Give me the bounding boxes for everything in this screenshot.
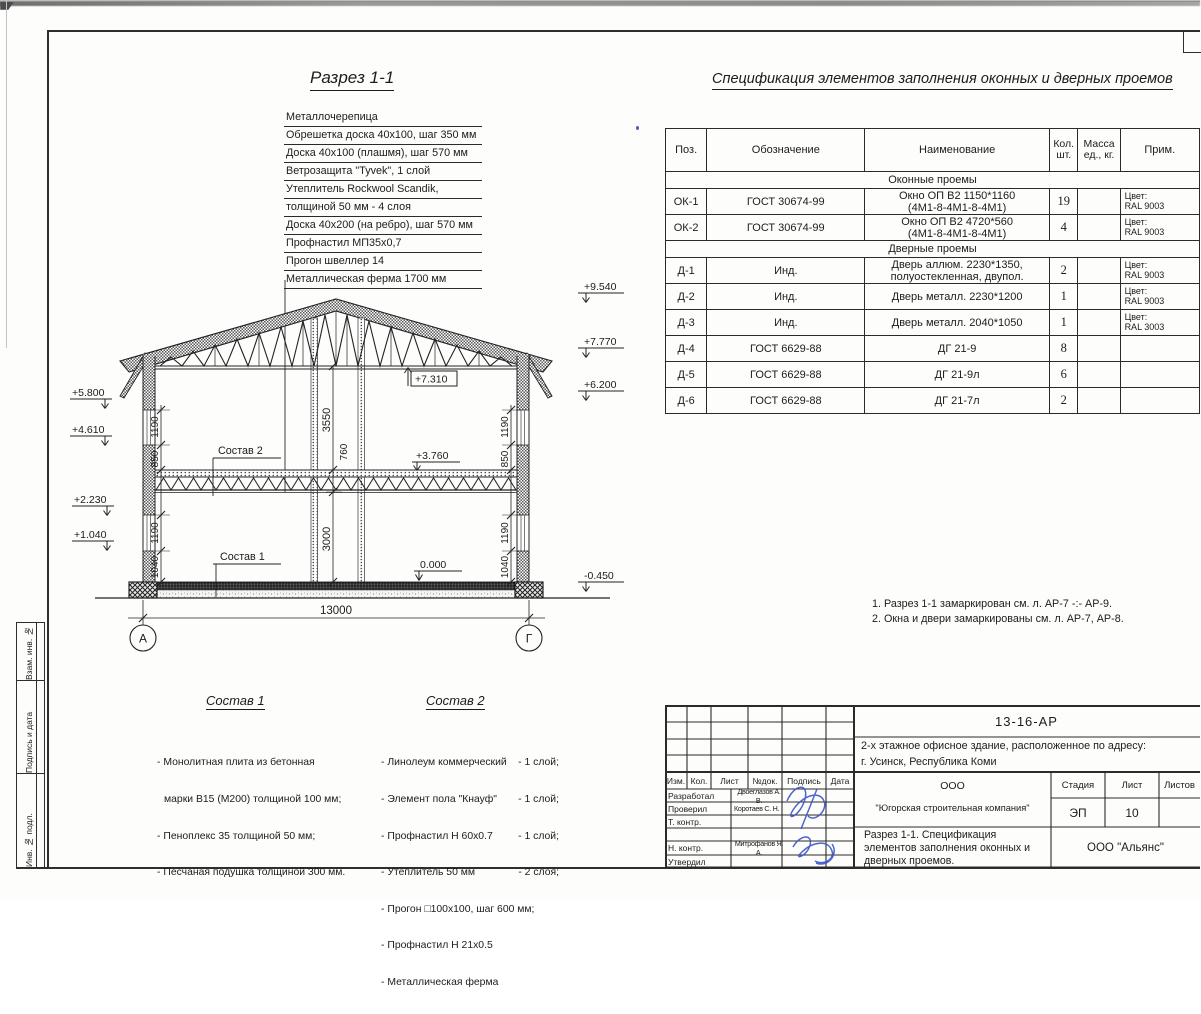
stage-label: Стадия bbox=[1061, 779, 1095, 791]
document-number: 13-16-АР bbox=[995, 713, 1058, 729]
table-header-row bbox=[666, 129, 1200, 172]
composition-callouts bbox=[213, 445, 281, 597]
roof-layer-item: Металлическая ферма 1700 мм bbox=[284, 271, 482, 289]
roof-layers-callout bbox=[284, 109, 482, 289]
foundation-left bbox=[129, 582, 157, 598]
sostav2-callout-label: Состав 2 bbox=[218, 445, 263, 457]
notes bbox=[872, 597, 1124, 626]
axis-label: Г bbox=[525, 631, 533, 646]
foundation-right bbox=[515, 582, 543, 598]
table-row: Д-2 Инд. Дверь металл. 2230*1200 1 Цвет: RAL 9003 bbox=[666, 284, 1200, 310]
table-row: Д-5 ГОСТ 6629-88 ДГ 21-9л 6 bbox=[666, 362, 1200, 388]
elevation-label: +7.770 bbox=[584, 336, 617, 348]
side-strip-label: Взам. инв. № bbox=[24, 623, 37, 680]
roof-layer-item: Прогон швеллер 14 bbox=[284, 253, 482, 271]
project-description-line2: г. Усинск, Республика Коми bbox=[861, 756, 997, 768]
col-header-designation: Обозначение bbox=[707, 129, 865, 172]
roof-layer-item: Ветрозащита "Tyvek", 1 слой bbox=[284, 163, 482, 181]
section-view-title: Разрез 1-1 bbox=[310, 68, 394, 91]
roof-layer-item: Утеплитель Rockwool Scandik, bbox=[284, 181, 482, 199]
axis-label: А bbox=[138, 631, 148, 646]
window-glazing bbox=[147, 407, 525, 551]
side-strip-cell bbox=[16, 622, 45, 680]
stage-value: ЭП bbox=[1069, 805, 1087, 820]
roof-layer-item: Профнастил МП35х0,7 bbox=[284, 235, 482, 253]
section-header-row: Дверные проемы bbox=[666, 241, 1200, 258]
table-row: Д-4 ГОСТ 6629-88 ДГ 21-9 8 bbox=[666, 336, 1200, 362]
role-name: Митрофанов Я. А. bbox=[734, 839, 784, 857]
col-header-pos: Поз. bbox=[666, 129, 707, 172]
span-label: 13000 bbox=[320, 605, 352, 617]
sheet-value: 10 bbox=[1125, 805, 1139, 820]
dim-label: 1190 bbox=[500, 522, 511, 544]
elevation-label: +1.040 bbox=[74, 529, 107, 541]
elevation-label: +9.540 bbox=[584, 281, 617, 293]
building-section-drawing bbox=[55, 278, 665, 693]
roof-layer-item: толщиной 50 мм - 4 слоя bbox=[284, 199, 482, 217]
elevation-label: +6.200 bbox=[584, 379, 617, 391]
side-strip bbox=[16, 622, 45, 868]
dim-label: 1190 bbox=[150, 522, 161, 544]
role-name: Коротаев С. Н. bbox=[734, 804, 780, 813]
dim-label: 1190 bbox=[500, 416, 511, 438]
elevation-label: +3.760 bbox=[416, 450, 449, 462]
table-row: ОК-1 ГОСТ 30674-99 Окно ОП В2 1150*1160 (4М1-8-4М1-8-4М1) 19 Цвет: RAL 9003 bbox=[666, 189, 1200, 215]
rev-header: Подпись bbox=[787, 775, 821, 786]
side-strip-cell bbox=[16, 773, 45, 868]
role-label: Проверил bbox=[668, 803, 708, 814]
sheet-subtitle-line1: Разрез 1-1. Спецификация bbox=[864, 828, 997, 841]
role-name: Двоеглазов А. В. bbox=[737, 786, 781, 805]
ink-speck bbox=[636, 126, 639, 130]
col-header-qty: Кол. шт. bbox=[1049, 129, 1078, 172]
sostav1-list: - Монолитная плита из бетонная марки В15 (М200) толщиной 100 мм; - Пеноплекс 35 толщиной 50 мм; - Песчаная подушка толщиной 300 мм. bbox=[157, 757, 346, 879]
role-label: Н. контр. bbox=[668, 843, 704, 853]
elevation-label: +4.610 bbox=[72, 424, 105, 436]
specification-title: Спецификация элементов заполнения оконных и дверных проемов bbox=[712, 71, 1173, 90]
table-row: Д-1 Инд. Дверь аллюм. 2230*1350, полуостекленная, двупол. 2 Цвет: RAL 9003 bbox=[666, 258, 1200, 284]
organization-name: ООО "Альянс" bbox=[1087, 841, 1164, 854]
company-line1: ООО bbox=[940, 780, 965, 792]
sostav2-title: Состав 2 bbox=[426, 693, 485, 708]
col-header-mass: Масса ед., кг. bbox=[1078, 129, 1120, 172]
scan-artifact-bottom-line2 bbox=[0, 0, 1200, 1]
dimension-labels bbox=[150, 408, 511, 578]
roof-layer-item: Обрешетка доска 40х100, шаг 350 мм bbox=[284, 127, 482, 145]
table-row: Д-3 Инд. Дверь металл. 2040*1050 1 Цвет: RAL 3003 bbox=[666, 310, 1200, 336]
company-line2: "Югорская строительная компания" bbox=[875, 803, 1030, 813]
corner-stamp-box bbox=[1183, 32, 1201, 53]
frame-top-border bbox=[47, 30, 1200, 32]
dim-label: 1040 bbox=[500, 555, 511, 579]
col-header-name: Наименование bbox=[865, 129, 1050, 172]
dim-label: 760 bbox=[339, 443, 350, 461]
role-label: Т. контр. bbox=[668, 816, 702, 827]
sheet-label: Лист bbox=[1121, 779, 1143, 791]
col-header-note: Прим. bbox=[1120, 129, 1199, 172]
span-dimension bbox=[128, 600, 545, 651]
elevation-label: -0.450 bbox=[584, 570, 614, 582]
dim-label: 850 bbox=[500, 450, 511, 468]
exterior-walls bbox=[143, 354, 529, 582]
scan-artifact-left-edge bbox=[6, 0, 7, 348]
sostav2-list: - Линолеум коммерческий - 1 слой; - Элемент пола "Кнауф" - 1 слой; - Профнастил Н 60х0.7 - 1 слой; - Утеплитель 50 мм - 2 слоя; - Прогон □100х100, шаг 600 мм; - Профнастил Н 21х0.5 - Металлическая ферма bbox=[381, 757, 559, 989]
dim-label: 3550 bbox=[321, 407, 333, 433]
signatures bbox=[787, 787, 834, 864]
elevation-label: +2.230 bbox=[74, 494, 107, 506]
table-row: ОК-2 ГОСТ 30674-99 Окно ОП В2 4720*560 (4М1-8-4М1-8-4М1) 4 Цвет: RAL 9003 bbox=[666, 215, 1200, 241]
specification-table bbox=[665, 128, 1200, 414]
sostav1-title: Состав 1 bbox=[206, 693, 265, 708]
side-strip-label: Подпись и дата bbox=[24, 681, 37, 773]
role-label: Утвердил bbox=[668, 856, 706, 867]
rev-header: Кол. bbox=[690, 775, 708, 786]
section-header-row: Оконные проемы bbox=[666, 172, 1200, 189]
dim-label: 1040 bbox=[150, 555, 161, 579]
roof-layer-item: Металлочерепица bbox=[284, 109, 482, 127]
note-line: 1. Разрез 1-1 замаркирован см. л. АР-7 -:- АР-9. bbox=[872, 598, 1113, 610]
elevation-label: 0.000 bbox=[420, 559, 447, 571]
floor-joists bbox=[156, 478, 516, 490]
side-strip-label: Инв. № подл. bbox=[24, 774, 37, 867]
note-line: 2. Окна и двери замаркированы см. л. АР-7, АР-8. bbox=[872, 612, 1124, 625]
roof-layer-item: Доска 40х100 (плашмя), шаг 570 мм bbox=[284, 145, 482, 163]
title-block bbox=[665, 705, 1200, 869]
roof-layer-item: Доска 40х200 (на ребро), шаг 570 мм bbox=[284, 217, 482, 235]
dim-label: 3000 bbox=[321, 526, 333, 552]
sheet-subtitle-line2: элементов заполнения оконных и bbox=[864, 841, 1030, 854]
sostav1-callout-label: Состав 1 bbox=[220, 551, 265, 563]
project-description-line1: 2-х этажное офисное здание, расположенное по адресу: bbox=[861, 740, 1147, 752]
rev-header: Лист bbox=[720, 775, 739, 786]
ground-floor bbox=[95, 582, 610, 598]
rev-header: Изм. bbox=[666, 775, 686, 786]
dim-label: 850 bbox=[150, 450, 161, 468]
elevation-label: +5.800 bbox=[72, 387, 105, 399]
rev-header: №док. bbox=[752, 775, 778, 786]
role-label: Разработал bbox=[668, 790, 715, 801]
sheet-subtitle-line3: дверных проемов. bbox=[864, 854, 955, 867]
frame-left-border bbox=[47, 30, 49, 868]
table-row: Д-6 ГОСТ 6629-88 ДГ 21-7л 2 bbox=[666, 388, 1200, 414]
sheets-label: Листов bbox=[1164, 779, 1195, 791]
side-strip-cell bbox=[16, 680, 45, 773]
rev-header: Дата bbox=[830, 775, 850, 786]
elevation-label: +7.310 bbox=[415, 373, 448, 386]
dim-label: 1190 bbox=[150, 416, 161, 438]
